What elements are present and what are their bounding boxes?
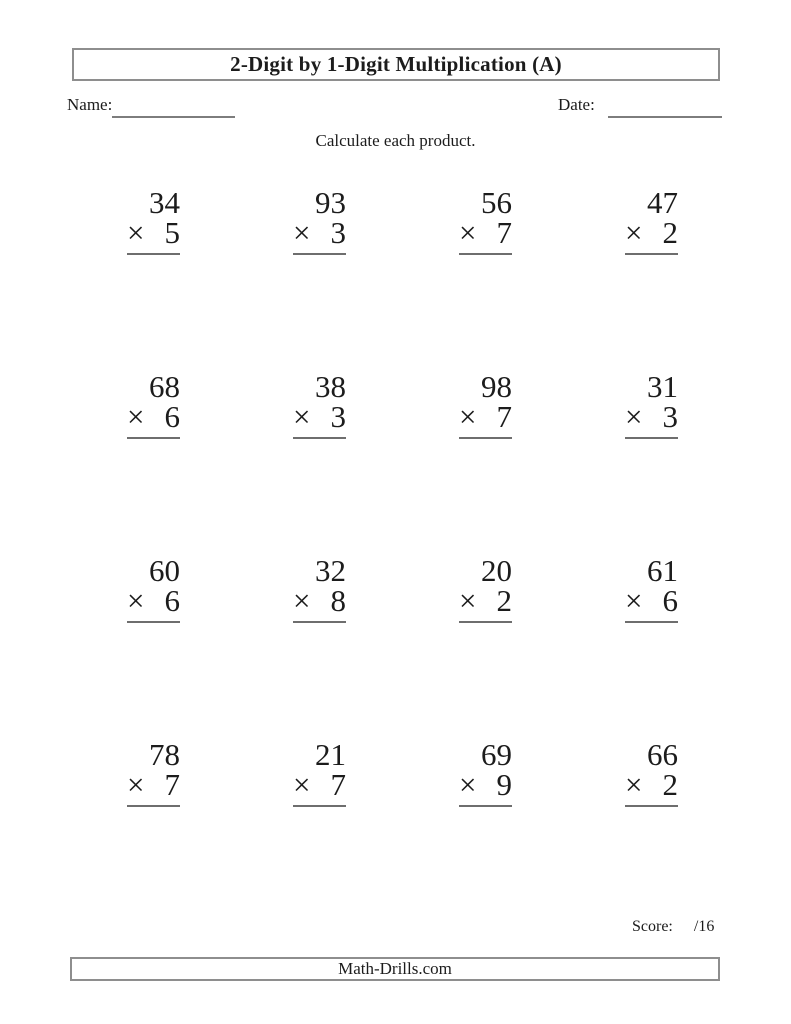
multiplier: 5: [164, 215, 180, 250]
multiplication-problem: [459, 369, 512, 439]
answer-line: [127, 437, 180, 439]
instruction-text: Calculate each product.: [315, 131, 476, 150]
multiplier: 6: [662, 583, 678, 618]
name-blank-line: [112, 116, 235, 118]
multiplier: 7: [496, 215, 512, 250]
multiplier: 2: [496, 583, 512, 618]
multiplicand: 98: [481, 369, 512, 404]
multiplier: 6: [164, 583, 180, 618]
multiplier-row: [459, 399, 512, 434]
score-total: /16: [693, 918, 715, 935]
multiplicand: 93: [315, 185, 346, 220]
page-title: 2-Digit by 1-Digit Multiplication (A): [230, 52, 562, 76]
multiplication-problem: [459, 553, 512, 623]
times-icon: ×: [293, 583, 311, 618]
footer-box: [70, 957, 720, 981]
multiplier: 3: [330, 399, 346, 434]
answer-line: [625, 253, 678, 255]
times-icon: ×: [625, 215, 643, 250]
times-icon: ×: [625, 583, 643, 618]
answer-line: [293, 805, 346, 807]
date-blank-line: [608, 116, 722, 118]
times-icon: ×: [127, 767, 145, 802]
multiplier-row: [293, 399, 346, 434]
multiplier: 3: [662, 399, 678, 434]
problems-grid: [14, 185, 678, 924]
multiplicand: 69: [481, 737, 512, 772]
multiplier-row: [127, 215, 180, 250]
multiplier-row: [127, 767, 180, 802]
multiplier: 7: [330, 767, 346, 802]
multiplicand: 78: [149, 737, 180, 772]
score-row: [632, 918, 714, 936]
answer-line: [459, 805, 512, 807]
score-label: Score:: [632, 918, 673, 935]
multiplication-problem: [459, 737, 512, 807]
date-label: Date:: [558, 95, 595, 114]
multiplier-row: [293, 767, 346, 802]
times-icon: ×: [127, 215, 145, 250]
answer-line: [625, 621, 678, 623]
answer-line: [127, 621, 180, 623]
multiplicand: 68: [149, 369, 180, 404]
multiplier-row: [625, 767, 678, 802]
answer-line: [459, 621, 512, 623]
multiplier: 7: [164, 767, 180, 802]
multiplicand: 20: [481, 553, 512, 588]
multiplicand: 47: [647, 185, 678, 220]
answer-line: [127, 253, 180, 255]
multiplication-problem: [459, 185, 512, 255]
multiplier: 2: [662, 767, 678, 802]
multiplication-problem: [293, 737, 346, 807]
times-icon: ×: [127, 583, 145, 618]
times-icon: ×: [127, 399, 145, 434]
multiplier-row: [293, 583, 346, 618]
times-icon: ×: [459, 215, 477, 250]
times-icon: ×: [293, 399, 311, 434]
answer-line: [459, 437, 512, 439]
answer-line: [293, 621, 346, 623]
answer-line: [625, 805, 678, 807]
multiplier: 2: [662, 215, 678, 250]
multiplier: 9: [496, 767, 512, 802]
multiplicand: 32: [315, 553, 346, 588]
multiplicand: 66: [647, 737, 678, 772]
multiplication-problem: [293, 369, 346, 439]
multiplicand: 61: [647, 553, 678, 588]
multiplier-row: [459, 215, 512, 250]
times-icon: ×: [625, 399, 643, 434]
answer-line: [459, 253, 512, 255]
answer-line: [625, 437, 678, 439]
multiplier-row: [459, 583, 512, 618]
times-icon: ×: [625, 767, 643, 802]
multiplicand: 56: [481, 185, 512, 220]
answer-line: [293, 253, 346, 255]
answer-line: [127, 805, 180, 807]
multiplicand: 34: [149, 185, 180, 220]
multiplication-problem: [127, 185, 180, 255]
title-box: [72, 48, 720, 81]
multiplier: 7: [496, 399, 512, 434]
name-label: Name:: [67, 95, 113, 114]
multiplication-problem: [625, 553, 678, 623]
multiplication-problem: [625, 737, 678, 807]
multiplication-problem: [625, 369, 678, 439]
multiplier: 3: [330, 215, 346, 250]
multiplier-row: [293, 215, 346, 250]
multiplicand: 21: [315, 737, 346, 772]
multiplier-row: [459, 767, 512, 802]
times-icon: ×: [459, 767, 477, 802]
multiplicand: 31: [647, 369, 678, 404]
multiplicand: 38: [315, 369, 346, 404]
multiplication-problem: [127, 553, 180, 623]
multiplier-row: [127, 399, 180, 434]
multiplier-row: [625, 215, 678, 250]
footer-brand: Math-Drills.com: [338, 959, 452, 978]
multiplier-row: [127, 583, 180, 618]
multiplier: 6: [164, 399, 180, 434]
multiplicand: 60: [149, 553, 180, 588]
multiplication-problem: [625, 185, 678, 255]
times-icon: ×: [293, 767, 311, 802]
multiplication-problem: [127, 737, 180, 807]
multiplier-row: [625, 583, 678, 618]
times-icon: ×: [459, 399, 477, 434]
multiplication-problem: [293, 185, 346, 255]
multiplier-row: [625, 399, 678, 434]
multiplication-problem: [127, 369, 180, 439]
answer-line: [293, 437, 346, 439]
times-icon: ×: [459, 583, 477, 618]
multiplier: 8: [330, 583, 346, 618]
multiplication-problem: [293, 553, 346, 623]
times-icon: ×: [293, 215, 311, 250]
